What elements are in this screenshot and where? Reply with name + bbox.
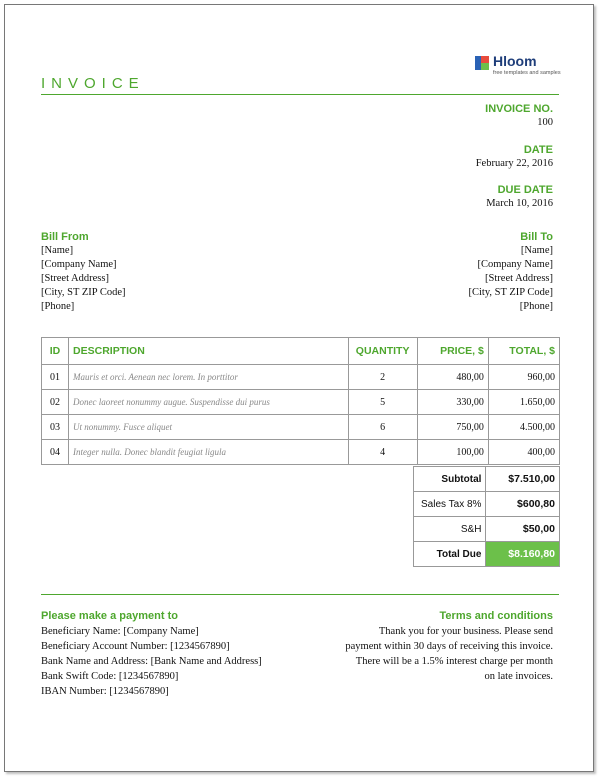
table-row — [42, 365, 560, 390]
col-header-id: ID — [42, 338, 69, 365]
cell-id: 01 — [42, 365, 69, 390]
tax-value: $600,80 — [486, 492, 560, 517]
cell-id: 04 — [42, 440, 69, 465]
items-table — [41, 337, 560, 465]
date-block — [476, 144, 553, 169]
cell-description: Donec laoreet nonummy augue. Suspendisse dui purus — [69, 390, 349, 415]
bill-from-name: [Name] — [41, 245, 74, 256]
bill-to-phone: [Phone] — [519, 301, 553, 312]
bill-from-block — [41, 230, 126, 314]
table-header-row — [42, 338, 560, 365]
cell-price: 750,00 — [417, 415, 488, 440]
cell-quantity: 2 — [348, 365, 417, 390]
total-due-value: $8.160,80 — [486, 542, 560, 567]
bill-from-company: [Company Name] — [41, 259, 117, 270]
invoice-page — [4, 4, 594, 772]
beneficiary-name: Beneficiary Name: [Company Name] — [41, 626, 199, 637]
header-divider — [41, 94, 559, 95]
footer-divider — [41, 594, 559, 595]
cell-description: Mauris et orci. Aenean nec lorem. In porttitor — [69, 365, 349, 390]
brand-tagline: free templates and samples — [493, 70, 561, 76]
bank-name-address: Bank Name and Address: [Bank Name and Address] — [41, 656, 262, 667]
col-header-total: TOTAL, $ — [488, 338, 559, 365]
bank-swift-code: Bank Swift Code: [1234567890] — [41, 671, 179, 682]
col-header-price: PRICE, $ — [417, 338, 488, 365]
cell-price: 480,00 — [417, 365, 488, 390]
date-value: February 22, 2016 — [475, 158, 553, 169]
bill-to-label: Bill To — [520, 231, 553, 243]
due-date-label: DUE DATE — [497, 184, 553, 196]
iban-number: IBAN Number: [1234567890] — [41, 686, 169, 697]
due-date-block — [486, 184, 553, 209]
shipping-value: $50,00 — [486, 517, 560, 542]
table-row — [42, 415, 560, 440]
shipping-row — [414, 517, 560, 542]
bill-from-label: Bill From — [41, 231, 89, 243]
tax-label: Sales Tax 8% — [414, 492, 486, 517]
subtotal-value: $7.510,00 — [486, 467, 560, 492]
bill-to-name: [Name] — [520, 245, 553, 256]
terms-text: Thank you for your business. Please send payment within 30 days of receiving this invoice. There will be a 1.5% interest charge per month on late invoices. — [345, 626, 553, 682]
invoice-number-block — [485, 103, 553, 128]
subtotal-row — [414, 467, 560, 492]
date-label: DATE — [523, 144, 553, 156]
table-row — [42, 390, 560, 415]
cell-id: 02 — [42, 390, 69, 415]
total-due-row — [414, 542, 560, 567]
bill-from-phone: [Phone] — [41, 301, 75, 312]
cell-quantity: 5 — [348, 390, 417, 415]
invoice-number-value: 100 — [537, 117, 553, 128]
cell-total: 960,00 — [488, 365, 559, 390]
terms-block — [343, 609, 553, 684]
tax-row — [414, 492, 560, 517]
invoice-number-label: INVOICE NO. — [485, 103, 553, 115]
payment-label: Please make a payment to — [41, 610, 178, 622]
totals-table — [413, 466, 560, 567]
cell-total: 400,00 — [488, 440, 559, 465]
invoice-title: INVOICE — [41, 75, 145, 92]
col-header-quantity: QUANTITY — [348, 338, 417, 365]
due-date-value: March 10, 2016 — [486, 198, 553, 209]
total-due-label: Total Due — [414, 542, 486, 567]
cell-description: Ut nonummy. Fusce aliquet — [69, 415, 349, 440]
cell-price: 100,00 — [417, 440, 488, 465]
brand-name: Hloom — [493, 53, 537, 69]
cell-total: 1.650,00 — [488, 390, 559, 415]
col-header-description: DESCRIPTION — [69, 338, 349, 365]
shipping-label: S&H — [414, 517, 486, 542]
cell-id: 03 — [42, 415, 69, 440]
payment-block — [41, 609, 262, 699]
bill-to-block — [469, 230, 554, 314]
cell-quantity: 6 — [348, 415, 417, 440]
subtotal-label: Subtotal — [414, 467, 486, 492]
terms-label: Terms and conditions — [439, 610, 553, 622]
bill-to-company: [Company Name] — [477, 259, 553, 270]
table-row — [42, 440, 560, 465]
beneficiary-account: Beneficiary Account Number: [1234567890] — [41, 641, 230, 652]
bill-from-city: [City, ST ZIP Code] — [41, 287, 126, 298]
bill-to-street: [Street Address] — [485, 273, 553, 284]
cell-description: Integer nulla. Donec blandit feugiat ligula — [69, 440, 349, 465]
cell-price: 330,00 — [417, 390, 488, 415]
bill-from-street: [Street Address] — [41, 273, 109, 284]
hloom-logo-icon — [475, 56, 489, 70]
brand-logo — [475, 53, 575, 79]
cell-quantity: 4 — [348, 440, 417, 465]
bill-to-city: [City, ST ZIP Code] — [468, 287, 553, 298]
cell-total: 4.500,00 — [488, 415, 559, 440]
